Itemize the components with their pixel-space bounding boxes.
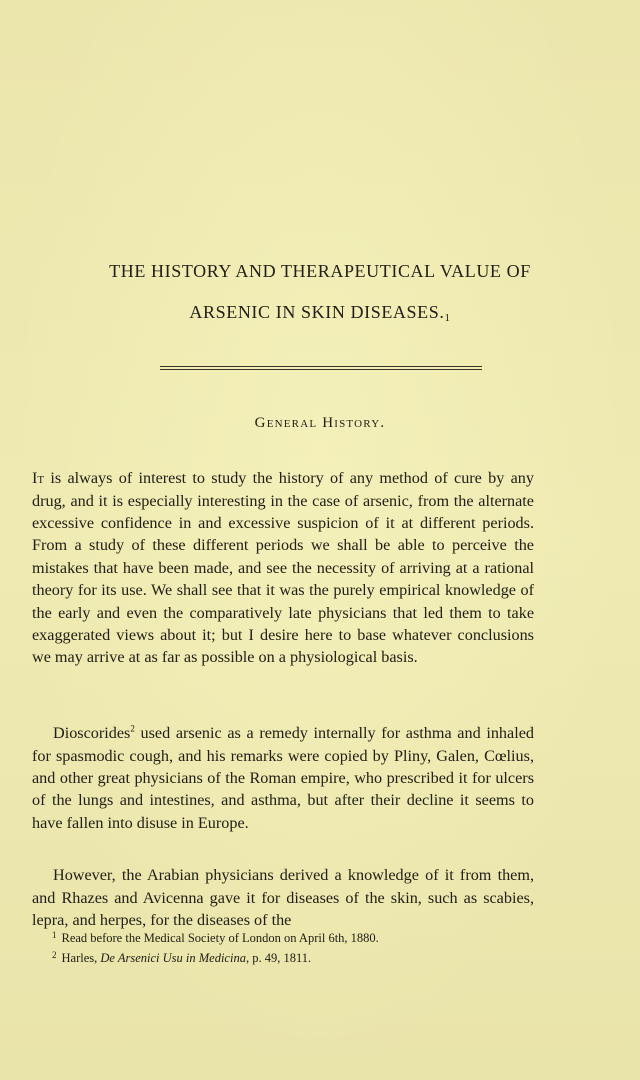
paragraph-1 bbox=[32, 467, 534, 669]
paragraph-1-text: is always of interest to study the history of any method of cure by any drug, and it is especially interesting in the case of arsenic, from the alternate excessive confidence in and excessive suspicion of it at different periods. From a study of these different periods we shall be able to perceive the mistakes that have been made, and see the necessity of arriving at a rational theory for its use. We shall see that it was the purely empirical knowledge of the early and even the comparatively late physicians that led them to take exaggerated views about it; but I desire here to base whatever conclusions we may arrive at as far as possible on a physiological basis. bbox=[32, 469, 534, 667]
document-title-line-2-text: ARSENIC IN SKIN DISEASES. bbox=[189, 302, 445, 322]
paragraph-2-text: used arsenic as a remedy internally for asthma and inhaled for spasmodic cough, and his remarks were copied by Pliny, Galen, Cœlius, and other great physicians of the Roman empire, who prescribed it for ulcers of the lungs and intestines, and asthma, but after their decline it seems to have fallen into disuse in Europe. bbox=[32, 724, 534, 832]
footnote-1-text: Read before the Medical Society of London on April 6th, 1880. bbox=[61, 931, 379, 945]
paragraph-2-lead: Dioscorides bbox=[53, 724, 131, 743]
footnote-1 bbox=[52, 927, 532, 947]
footnotes bbox=[52, 927, 532, 967]
document-title-line-1: THE HISTORY AND THERAPEUTICAL VALUE OF bbox=[109, 261, 531, 281]
footnote-2-number: 2 bbox=[52, 950, 57, 960]
footnote-2-title: De Arsenici Usu in Medicina bbox=[100, 951, 246, 965]
footnote-2-post: , p. 49, 1811. bbox=[245, 951, 312, 965]
title-rule-bottom bbox=[160, 369, 482, 370]
title-rule-top bbox=[160, 366, 482, 367]
bleed-through-text bbox=[60, 95, 580, 135]
paragraph-2 bbox=[32, 722, 534, 834]
document-title-line-2 bbox=[0, 302, 640, 324]
footnote-2-pre: Harles, bbox=[61, 951, 101, 965]
title-footnote-marker: 1 bbox=[444, 312, 451, 324]
paragraph-3-lead: However, bbox=[53, 866, 116, 885]
paragraph-3 bbox=[32, 864, 534, 931]
footnote-1-number: 1 bbox=[52, 930, 57, 940]
footnote-2 bbox=[52, 947, 532, 967]
section-heading: General History. bbox=[254, 415, 386, 431]
paragraph-3-text: the Arabian physicians derived a knowledge of it from them, and Rhazes and Avicenna gave it for diseases of the skin, such as scabies, lepra, and herpes, for the diseases of the bbox=[32, 866, 534, 929]
paragraph-2-footnote-marker: 2 bbox=[130, 723, 135, 734]
paragraph-1-lead: It bbox=[32, 469, 45, 488]
